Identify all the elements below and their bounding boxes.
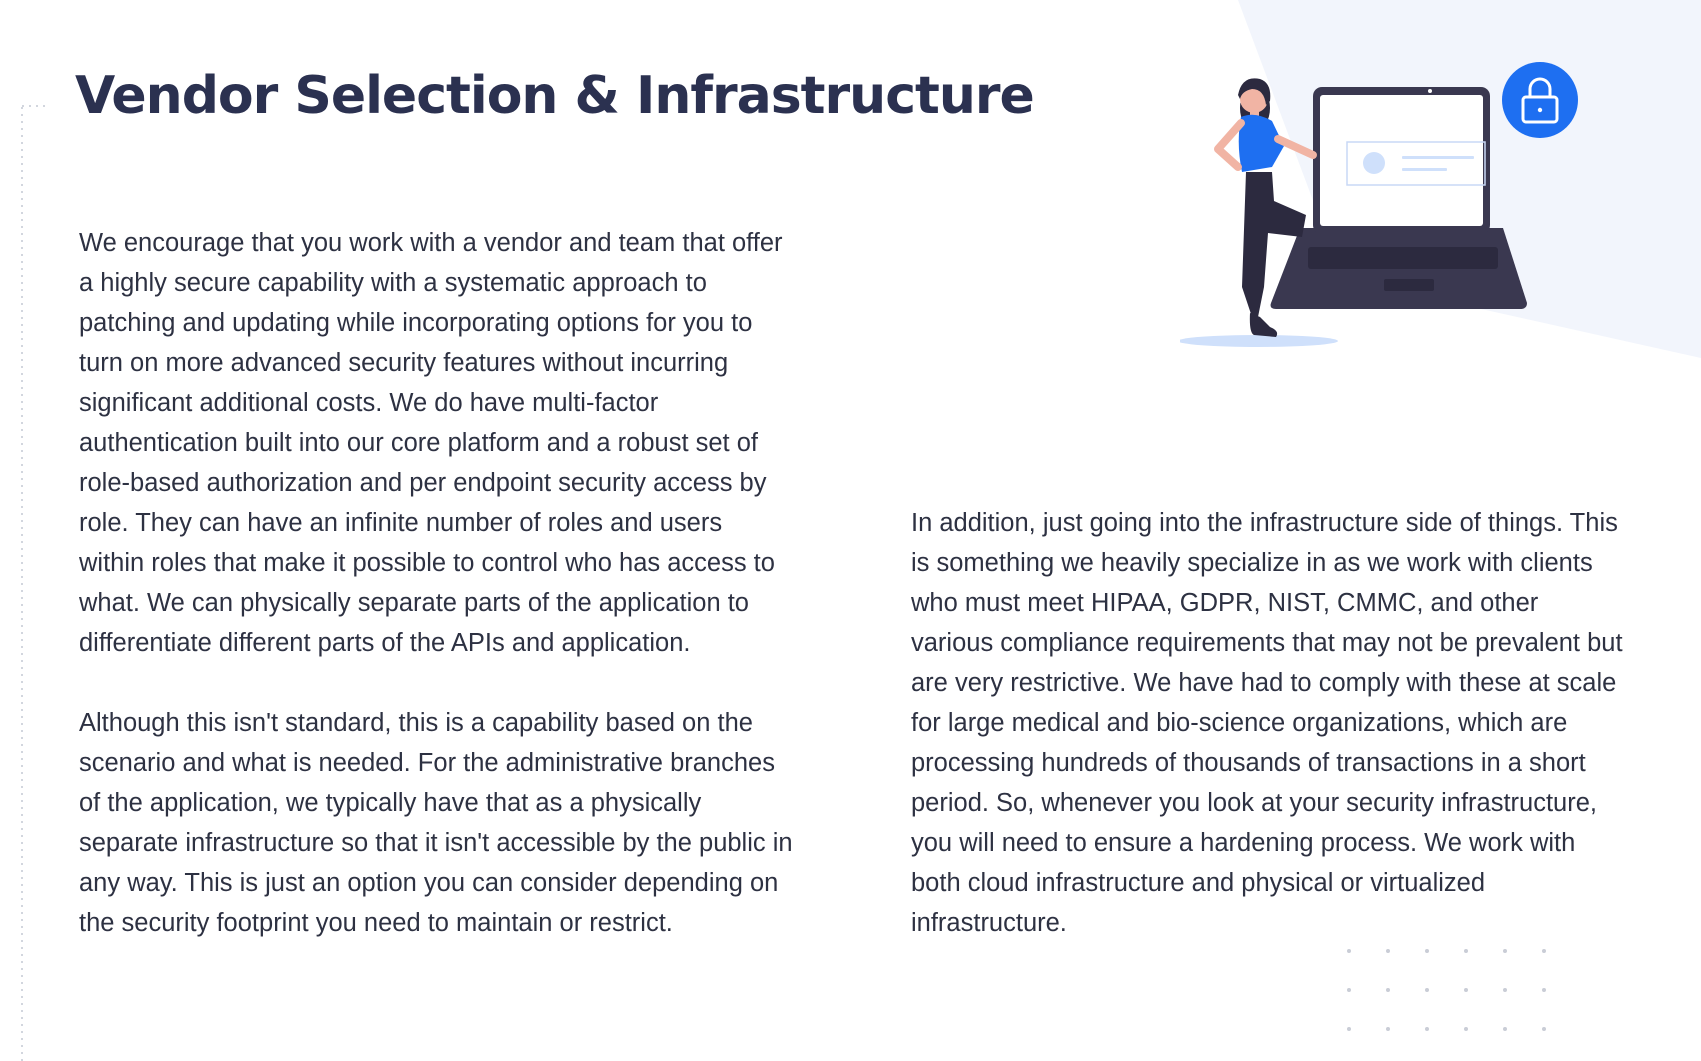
dot-grid-decoration	[1345, 945, 1575, 1040]
text-line: you will need to ensure a hardening process. We work with	[911, 829, 1576, 857]
paragraph-infrastructure-compliance	[911, 503, 1671, 943]
text-line: patching and updating while incorporating options for you to	[79, 309, 753, 337]
text-line: Although this isn't standard, this is a capability based on the	[79, 709, 753, 737]
text-line: period. So, whenever you look at your security infrastructure,	[911, 789, 1597, 817]
text-line: who must meet HIPAA, GDPR, NIST, CMMC, and other	[911, 589, 1539, 617]
text-line: separate infrastructure so that it isn't accessible by the public in	[79, 829, 793, 857]
text-line: the security footprint you need to maintain or restrict.	[79, 909, 673, 937]
right-text-column	[911, 503, 1671, 943]
laptop-screen	[1320, 95, 1483, 226]
text-line: authentication built into our core platform and a robust set of	[79, 429, 758, 457]
text-line: We encourage that you work with a vendor and team that offer	[79, 229, 783, 257]
ground-shadow	[1180, 335, 1338, 347]
text-line: of the application, we typically have that as a physically	[79, 789, 702, 817]
text-line: are very restrictive. We have had to comply with these at scale	[911, 669, 1617, 697]
text-line: processing hundreds of thousands of transactions in a short	[911, 749, 1586, 777]
text-line: role. They can have an infinite number of roles and users	[79, 509, 723, 537]
text-line: infrastructure.	[911, 909, 1067, 937]
text-line: both cloud infrastructure and physical or virtualized	[911, 869, 1486, 897]
text-line: In addition, just going into the infrastructure side of things. This	[911, 509, 1618, 537]
text-line: what. We can physically separate parts of the application to	[79, 589, 749, 617]
text-line: for large medical and bio-science organizations, which are	[911, 709, 1568, 737]
text-line: turn on more advanced security features without incurring	[79, 349, 729, 377]
page-title: Vendor Selection & Infrastructure	[75, 66, 1034, 126]
lock-icon	[1502, 62, 1578, 138]
paragraph-vendor-security	[79, 223, 839, 663]
text-line: within roles that make it possible to control who has access to	[79, 549, 775, 577]
text-line: various compliance requirements that may not be prevalent but	[911, 629, 1623, 657]
text-line: a highly secure capability with a systematic approach to	[79, 269, 707, 297]
left-text-column	[79, 223, 839, 943]
left-dotted-rule	[0, 0, 60, 1061]
paragraph-admin-infrastructure	[79, 703, 839, 943]
text-line: significant additional costs. We do have multi-factor	[79, 389, 659, 417]
text-line: is something we heavily specialize in as we work with clients	[911, 549, 1593, 577]
security-laptop-illustration	[1180, 55, 1600, 355]
text-line: any way. This is just an option you can consider depending on	[79, 869, 779, 897]
text-line: role-based authorization and per endpoint security access by	[79, 469, 767, 497]
text-line: scenario and what is needed. For the administrative branches	[79, 749, 775, 777]
text-line: differentiate different parts of the APIs and application.	[79, 629, 691, 657]
